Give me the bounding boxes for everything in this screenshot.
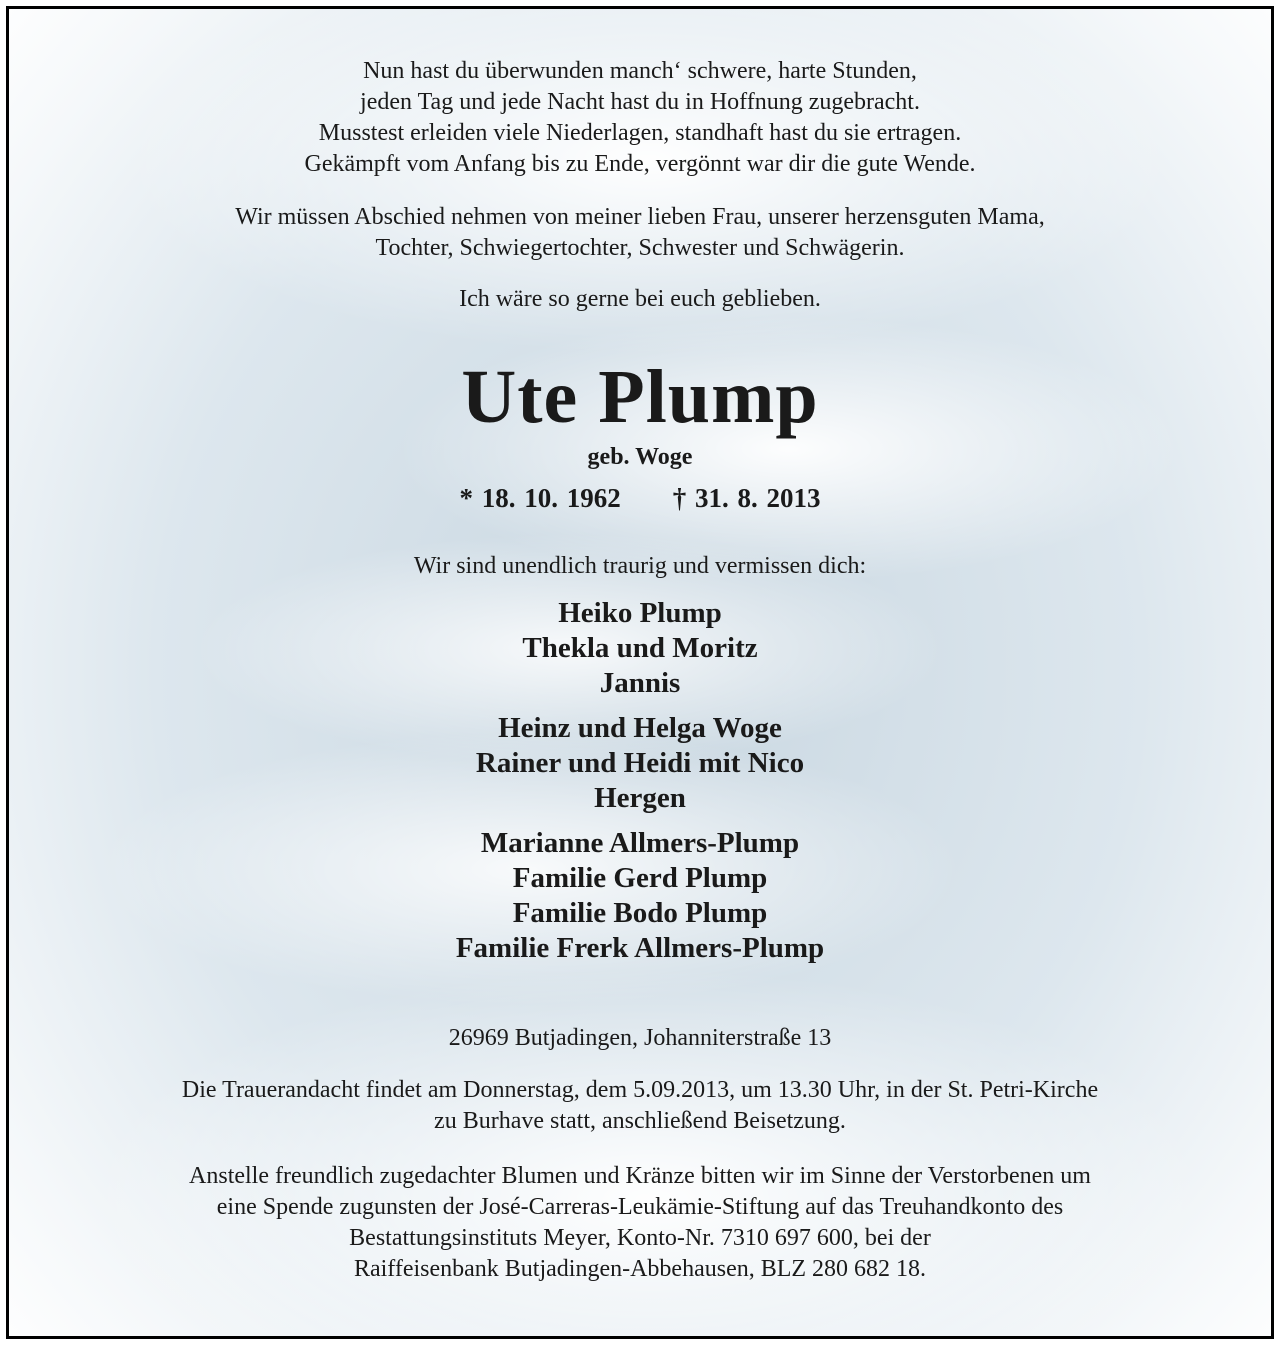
- mourner-name: Heinz und Helga Woge: [498, 712, 782, 744]
- donation-line: Anstelle freundlich zugedachter Blumen und Kränze bitten wir im Sinne der Verstorbenen um: [189, 1163, 1091, 1189]
- life-dates: [9, 483, 1271, 514]
- maiden-name: geb. Woge: [587, 444, 693, 470]
- verse-line: Gekämpft vom Anfang bis zu Ende, vergönnt war dir die gute Wende.: [304, 151, 976, 177]
- deceased-name: Ute Plump: [461, 355, 819, 439]
- death-date: † 31. 8. 2013: [672, 483, 821, 513]
- mourner-name: Rainer und Heidi mit Nico: [475, 747, 805, 779]
- mourner-group: [9, 711, 1271, 816]
- mourner-name: Familie Frerk Allmers-Plump: [455, 932, 825, 964]
- mourner-name: Hergen: [594, 782, 686, 814]
- mourning-text: Wir sind unendlich traurig und vermissen dich:: [413, 553, 867, 579]
- verse: [9, 56, 1271, 180]
- mourner-name: Familie Bodo Plump: [512, 897, 768, 929]
- mourner-name: Marianne Allmers-Plump: [480, 827, 800, 859]
- quote-line: Ich wäre so gerne bei euch geblieben.: [459, 286, 821, 312]
- verse-line: Nun hast du überwunden manch‘ schwere, harte Stunden,: [363, 58, 917, 84]
- farewell-text: [9, 202, 1271, 264]
- farewell-line: Wir müssen Abschied nehmen von meiner lieben Frau, unserer herzensguten Mama,: [235, 204, 1045, 230]
- service-line: zu Burhave statt, anschließend Beisetzung.: [434, 1108, 846, 1134]
- verse-line: jeden Tag und jede Nacht hast du in Hoffnung zugebracht.: [360, 89, 920, 115]
- mourner-name: Jannis: [599, 667, 681, 699]
- mourning-line: [9, 551, 1271, 582]
- donation-info: [9, 1161, 1271, 1285]
- birth-date: * 18. 10. 1962: [459, 483, 621, 513]
- donation-line: eine Spende zugunsten der José-Carreras-Leukämie-Stiftung auf das Treuhandkonto des: [216, 1194, 1064, 1220]
- mourners-list: [9, 596, 1271, 976]
- address: [9, 1023, 1271, 1054]
- donation-line: Bestattungsinstituts Meyer, Konto-Nr. 7310 697 600, bei der: [349, 1225, 931, 1251]
- mourner-name: Heiko Plump: [558, 597, 722, 629]
- verse-line: Musstest erleiden viele Niederlagen, standhaft hast du sie ertragen.: [318, 120, 962, 146]
- mourner-name: Familie Gerd Plump: [512, 862, 768, 894]
- farewell-line: Tochter, Schwiegertochter, Schwester und Schwägerin.: [375, 235, 905, 261]
- service-line: Die Trauerandacht findet am Donnerstag, dem 5.09.2013, um 13.30 Uhr, in der St. Petri-Kirche: [181, 1077, 1099, 1103]
- address-line: 26969 Butjadingen, Johanniterstraße 13: [448, 1025, 832, 1051]
- quote: [9, 284, 1271, 315]
- mourner-name: Thekla und Moritz: [522, 632, 758, 664]
- mourner-group: [9, 596, 1271, 701]
- obituary-notice: [6, 6, 1274, 1339]
- mourner-group: [9, 826, 1271, 966]
- donation-line: Raiffeisenbank Butjadingen-Abbehausen, BLZ 280 682 18.: [353, 1256, 927, 1282]
- service-info: [9, 1075, 1271, 1137]
